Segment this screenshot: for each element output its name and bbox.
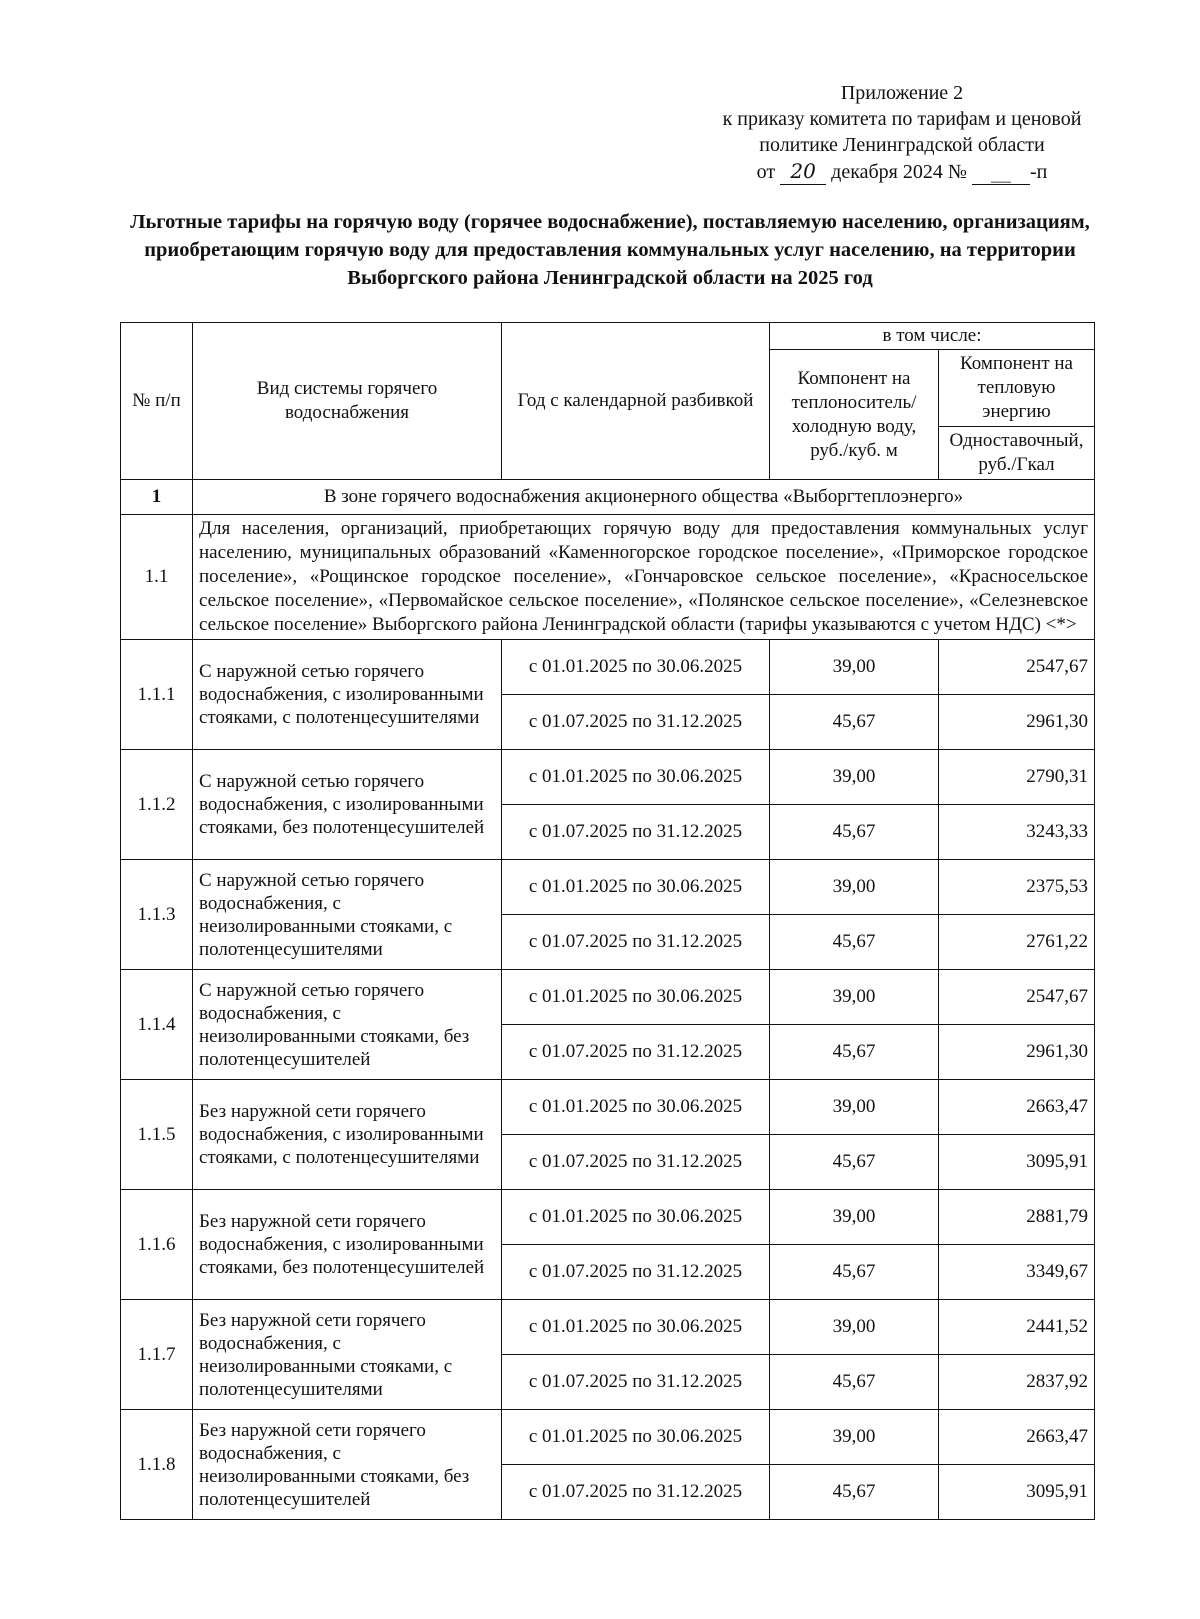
tariff-row bbox=[121, 750, 1095, 805]
heat-component-cell: 2663,47 bbox=[939, 1410, 1095, 1465]
heat-component-cell: 2547,67 bbox=[939, 970, 1095, 1025]
period-cell: с 01.07.2025 по 31.12.2025 bbox=[502, 695, 770, 750]
header-water-component: Компонент на теплоноситель/ холодную воду, руб./куб. м bbox=[770, 350, 939, 480]
heat-component-cell: 3095,91 bbox=[939, 1135, 1095, 1190]
document-title: Льготные тарифы на горячую воду (горячее водоснабжение), поставляемую населению, организациям, приобретающим горячую воду для предоставления коммунальных услуг населению, на территории Выборгского района Ленинградской области на 2025 год bbox=[130, 211, 1090, 289]
section-row bbox=[121, 480, 1095, 515]
system-kind: Без наружной сети горячего водоснабжения, с неизолированными стояками, без полотенцесушителей bbox=[193, 1410, 502, 1520]
period-cell: с 01.07.2025 по 31.12.2025 bbox=[502, 805, 770, 860]
system-kind: Без наружной сети горячего водоснабжения, с изолированными стояками, с полотенцесушителями bbox=[193, 1080, 502, 1190]
water-component-cell: 45,67 bbox=[770, 1245, 939, 1300]
heat-component-cell: 3243,33 bbox=[939, 805, 1095, 860]
subsection-row bbox=[121, 515, 1095, 640]
period-cell: с 01.07.2025 по 31.12.2025 bbox=[502, 1135, 770, 1190]
appendix-order-line: к приказу комитета по тарифам и ценовой bbox=[722, 108, 1082, 130]
tariff-row bbox=[121, 860, 1095, 915]
period-cell: с 01.07.2025 по 31.12.2025 bbox=[502, 1465, 770, 1520]
water-component-cell: 45,67 bbox=[770, 1135, 939, 1190]
heat-component-cell: 2375,53 bbox=[939, 860, 1095, 915]
water-component-cell: 39,00 bbox=[770, 970, 939, 1025]
appendix-committee-line: политике Ленинградской области bbox=[759, 134, 1045, 156]
period-cell: с 01.01.2025 по 30.06.2025 bbox=[502, 640, 770, 695]
water-component-cell: 39,00 bbox=[770, 1190, 939, 1245]
water-component-cell: 39,00 bbox=[770, 750, 939, 805]
heat-component-cell: 2761,22 bbox=[939, 915, 1095, 970]
water-component-cell: 39,00 bbox=[770, 1410, 939, 1465]
period-cell: с 01.01.2025 по 30.06.2025 bbox=[502, 1190, 770, 1245]
heat-component-cell: 2837,92 bbox=[939, 1355, 1095, 1410]
subsection-number: 1.1 bbox=[121, 515, 193, 640]
row-number: 1.1.8 bbox=[121, 1410, 193, 1520]
system-kind: Без наружной сети горячего водоснабжения, с неизолированными стояками, с полотенцесушителями bbox=[193, 1300, 502, 1410]
water-component-cell: 45,67 bbox=[770, 805, 939, 860]
header-heat-component: Компонент на тепловую энергию bbox=[939, 350, 1095, 427]
system-kind: С наружной сетью горячего водоснабжения, с неизолированными стояками, без полотенцесушителей bbox=[193, 970, 502, 1080]
tariff-row bbox=[121, 970, 1095, 1025]
header-number: № п/п bbox=[121, 323, 193, 480]
water-component-cell: 45,67 bbox=[770, 1355, 939, 1410]
system-kind: С наружной сетью горячего водоснабжения, с изолированными стояками, без полотенцесушителей bbox=[193, 750, 502, 860]
row-number: 1.1.6 bbox=[121, 1190, 193, 1300]
row-number: 1.1.1 bbox=[121, 640, 193, 750]
tariff-row bbox=[121, 1410, 1095, 1465]
tariff-row bbox=[121, 1080, 1095, 1135]
heat-component-cell: 3095,91 bbox=[939, 1465, 1095, 1520]
appendix-reference bbox=[682, 80, 1122, 185]
order-suffix: -п bbox=[1029, 161, 1048, 183]
header-system-kind: Вид системы горячего водоснабжения bbox=[193, 323, 502, 480]
tariff-table bbox=[120, 322, 1095, 1520]
tariff-row bbox=[121, 1190, 1095, 1245]
heat-component-cell: 2961,30 bbox=[939, 1025, 1095, 1080]
heat-component-cell: 3349,67 bbox=[939, 1245, 1095, 1300]
water-component-cell: 39,00 bbox=[770, 640, 939, 695]
row-number: 1.1.7 bbox=[121, 1300, 193, 1410]
period-cell: с 01.01.2025 по 30.06.2025 bbox=[502, 860, 770, 915]
water-component-cell: 39,00 bbox=[770, 1300, 939, 1355]
water-component-cell: 45,67 bbox=[770, 1465, 939, 1520]
tariff-row bbox=[121, 1300, 1095, 1355]
row-number: 1.1.5 bbox=[121, 1080, 193, 1190]
row-number: 1.1.4 bbox=[121, 970, 193, 1080]
system-kind: С наружной сетью горячего водоснабжения, с изолированными стояками, с полотенцесушителями bbox=[193, 640, 502, 750]
water-component-cell: 45,67 bbox=[770, 915, 939, 970]
appendix-date-line bbox=[682, 158, 1122, 185]
header-heat-rate: Одноставочный, руб./Гкал bbox=[939, 427, 1095, 480]
appendix-title: Приложение 2 bbox=[840, 82, 964, 104]
heat-component-cell: 2547,67 bbox=[939, 640, 1095, 695]
subsection-description: Для населения, организаций, приобретающих горячую воду для предоставления коммунальных услуг населению, муниципальных образований «Каменногорское городское поселение», «Приморское городское поселение», «Рощинское городское поселение», «Гончаровское сельское поселение», «Красносельское сельское поселение», «Первомайское сельское поселение», «Полянское сельское поселение», «Селезневское сельское поселение» Выборгского района Ленинградской области (тарифы указываются с учетом НДС) <*> bbox=[193, 515, 1095, 640]
period-cell: с 01.07.2025 по 31.12.2025 bbox=[502, 915, 770, 970]
system-kind: Без наружной сети горячего водоснабжения, с изолированными стояками, без полотенцесушителей bbox=[193, 1190, 502, 1300]
period-cell: с 01.01.2025 по 30.06.2025 bbox=[502, 1080, 770, 1135]
date-month-year: декабря 2024 № bbox=[831, 161, 967, 183]
heat-component-cell: 2881,79 bbox=[939, 1190, 1095, 1245]
water-component-cell: 39,00 bbox=[770, 860, 939, 915]
tariff-row bbox=[121, 640, 1095, 695]
period-cell: с 01.01.2025 по 30.06.2025 bbox=[502, 1410, 770, 1465]
heat-component-cell: 2961,30 bbox=[939, 695, 1095, 750]
period-cell: с 01.01.2025 по 30.06.2025 bbox=[502, 970, 770, 1025]
system-kind: С наружной сетью горячего водоснабжения, с неизолированными стояками, с полотенцесушителями bbox=[193, 860, 502, 970]
header-including: в том числе: bbox=[770, 323, 1095, 350]
heat-component-cell: 2441,52 bbox=[939, 1300, 1095, 1355]
date-prefix: от bbox=[756, 161, 776, 183]
period-cell: с 01.01.2025 по 30.06.2025 bbox=[502, 750, 770, 805]
section-number: 1 bbox=[121, 480, 193, 515]
water-component-cell: 45,67 bbox=[770, 695, 939, 750]
period-cell: с 01.07.2025 по 31.12.2025 bbox=[502, 1245, 770, 1300]
heat-component-cell: 2663,47 bbox=[939, 1080, 1095, 1135]
row-number: 1.1.2 bbox=[121, 750, 193, 860]
header-period: Год с календарной разбивкой bbox=[502, 323, 770, 480]
handwritten-order-number: __ bbox=[972, 158, 1030, 185]
row-number: 1.1.3 bbox=[121, 860, 193, 970]
period-cell: с 01.07.2025 по 31.12.2025 bbox=[502, 1025, 770, 1080]
handwritten-day: 20 bbox=[780, 158, 826, 185]
section-title: В зоне горячего водоснабжения акционерного общества «Выборгтеплоэнерго» bbox=[193, 480, 1095, 515]
period-cell: с 01.01.2025 по 30.06.2025 bbox=[502, 1300, 770, 1355]
water-component-cell: 39,00 bbox=[770, 1080, 939, 1135]
heat-component-cell: 2790,31 bbox=[939, 750, 1095, 805]
period-cell: с 01.07.2025 по 31.12.2025 bbox=[502, 1355, 770, 1410]
water-component-cell: 45,67 bbox=[770, 1025, 939, 1080]
